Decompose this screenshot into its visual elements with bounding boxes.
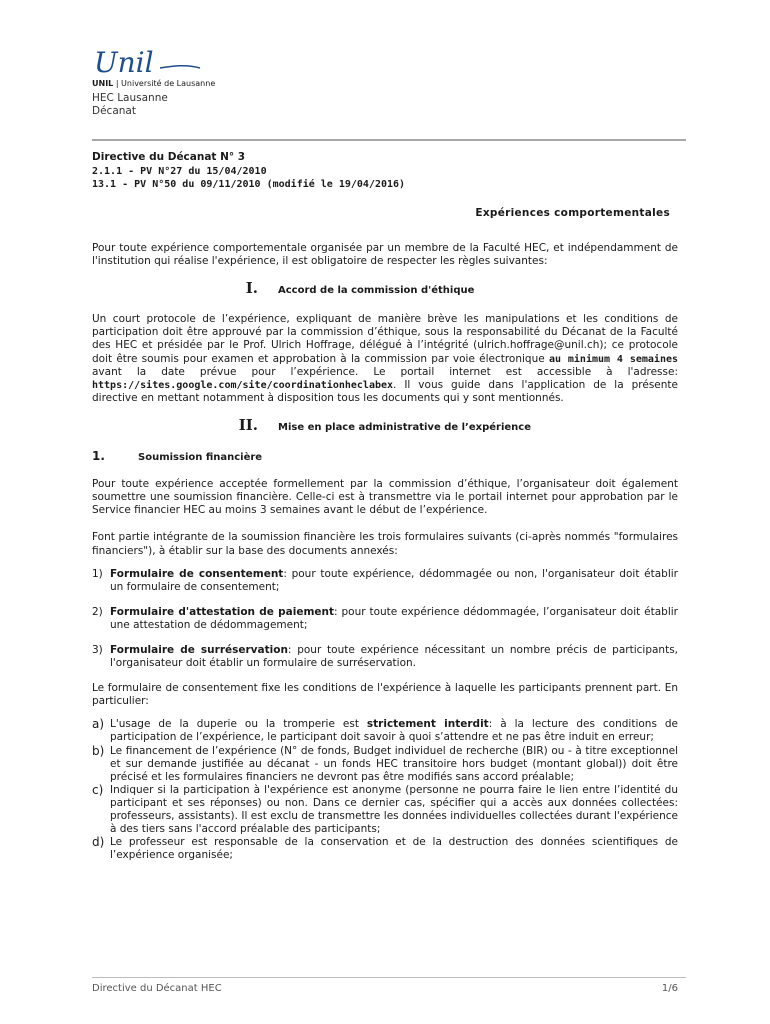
financial-paragraph-1: Pour toute expérience acceptée formellement par la commission d’éthique, l’organisateur doit également soumettre une soumission financière. Celle-ci est à transmettre via le portail internet pour approbation par le Service financier HEC au moins 3 semaines avant le début de l’expérience.: [92, 478, 678, 517]
header-divider: [92, 139, 686, 141]
section-2-number: II.: [238, 415, 258, 434]
deadline-emphasis: au minimum 4 semaines: [548, 353, 679, 365]
condition-item: a) L'usage de la duperie ou la tromperie est strictement interdit: à la lecture des conditions de participation de l’expérience, le participant doit savoir à quoi s’attendre et ne pas être induit en erreur;: [92, 717, 678, 744]
header-org: [92, 92, 168, 118]
logo-university: UNIL | Université de Lausanne: [92, 79, 216, 88]
financial-paragraph-2: Font partie intégrante de la soumission financière les trois formulaires suivants (ci-après nommés "formulaires financiers"), à établir sur la base des documents annexés:: [92, 531, 678, 557]
form-item: 1) Formulaire de consentement: pour toute expérience, dédommagée ou non, l'organisateur doit établir un formulaire de consentement;: [92, 567, 678, 593]
pv-line-2: 13.1 - PV N°50 du 09/11/2010 (modifié le 19/04/2016): [92, 179, 406, 190]
section-1-label: Accord de la commission d'éthique: [278, 285, 475, 297]
header-line-1: HEC Lausanne: [92, 92, 168, 104]
document-title: Expériences comportementales: [475, 207, 670, 219]
intro-paragraph: Pour toute expérience comportementale organisée par un membre de la Faculté HEC, et indépendamment de l'institution qui réalise l'expérience, il est obligatoire de respecter les règles suivantes:: [92, 242, 678, 268]
footer-title: Directive du Décanat HEC: [92, 983, 222, 994]
header-line-2: Décanat: [92, 105, 136, 117]
section-2-heading: [92, 415, 678, 434]
condition-item: b) Le financement de l’expérience (N° de fonds, Budget individuel de recherche (BIR) ou - à titre exceptionnel et sur demande justifiée au décanat - un fonds HEC transitoire hors budget (montant global)) doit être précisé et les formulaires financiers ne devront pas être modifiés sans accord préalable;: [92, 743, 678, 783]
subsection-1-label: Soumission financière: [138, 452, 263, 464]
logo-wordmark: Unil: [94, 46, 154, 79]
unil-logo: [92, 46, 202, 80]
pv-line-1: 2.1.1 - PV N°27 du 15/04/2010: [92, 166, 267, 177]
condition-item: c) Indiquer si la participation à l'expérience est anonyme (personne ne pourra faire le lien entre l’identité du participant et ses réponses) ou non. Dans ce dernier cas, spécifier qui a accès aux données collectées: professeurs, assistants). Il est exclu de transmettre les données individuelles collectées durant l'expérience à des tiers sans l'accord préalable des participants;: [92, 782, 678, 836]
section-1-paragraph: Un court protocole de l’expérience, expliquant de manière brève les manipulations et les conditions de participation doit être approuvé par la commission d’éthique, sous la responsabilité du Décanat de la Faculté des HEC et présidée par le Prof. Ulrich Hoffrage, délégué à l’intégrité (ulrich.hoffrage@unil.ch); ce protocole doit être soumis pour examen et approbation à la commission par voie électronique au minimum 4 semaines avant la date prévue pour l’expérience. Le portail internet est accessible à l'adresse: https://sites.google.com/site/coordinationheclabex. Il vous guide dans l'application de la présente directive en mettant notamment à disposition tous les documents qui y sont mentionnés.: [92, 313, 679, 404]
portal-link[interactable]: https://sites.google.com/site/coordinationheclabex: [92, 379, 394, 391]
pv-references: [92, 165, 405, 191]
subsection-1-heading: [92, 450, 678, 464]
page-number: 1/6: [661, 983, 678, 994]
document-body: [92, 242, 678, 862]
section-1-heading: [92, 279, 678, 298]
directive-number: Directive du Décanat N° 3: [92, 151, 246, 163]
condition-item: d) Le professeur est responsable de la conservation et de la destruction des données scientifiques de l’expérience organisée;: [92, 835, 678, 862]
subsection-1-number: 1.: [92, 449, 105, 464]
section-1-number: I.: [245, 279, 258, 298]
consent-paragraph: Le formulaire de consentement fixe les conditions de l'expérience à laquelle les participants prennent part. En particulier:: [92, 682, 678, 708]
form-item: 2) Formulaire d'attestation de paiement: pour toute expérience dédommagée, l’organisateur doit établir une attestation de dédommagement;: [92, 605, 678, 631]
section-2-label: Mise en place administrative de l’expérience: [278, 421, 531, 433]
footer-divider: [92, 977, 686, 978]
form-item: 3) Formulaire de surréservation: pour toute expérience nécessitant un nombre précis de participants, l'organisateur doit établir un formulaire de surréservation.: [92, 643, 678, 670]
